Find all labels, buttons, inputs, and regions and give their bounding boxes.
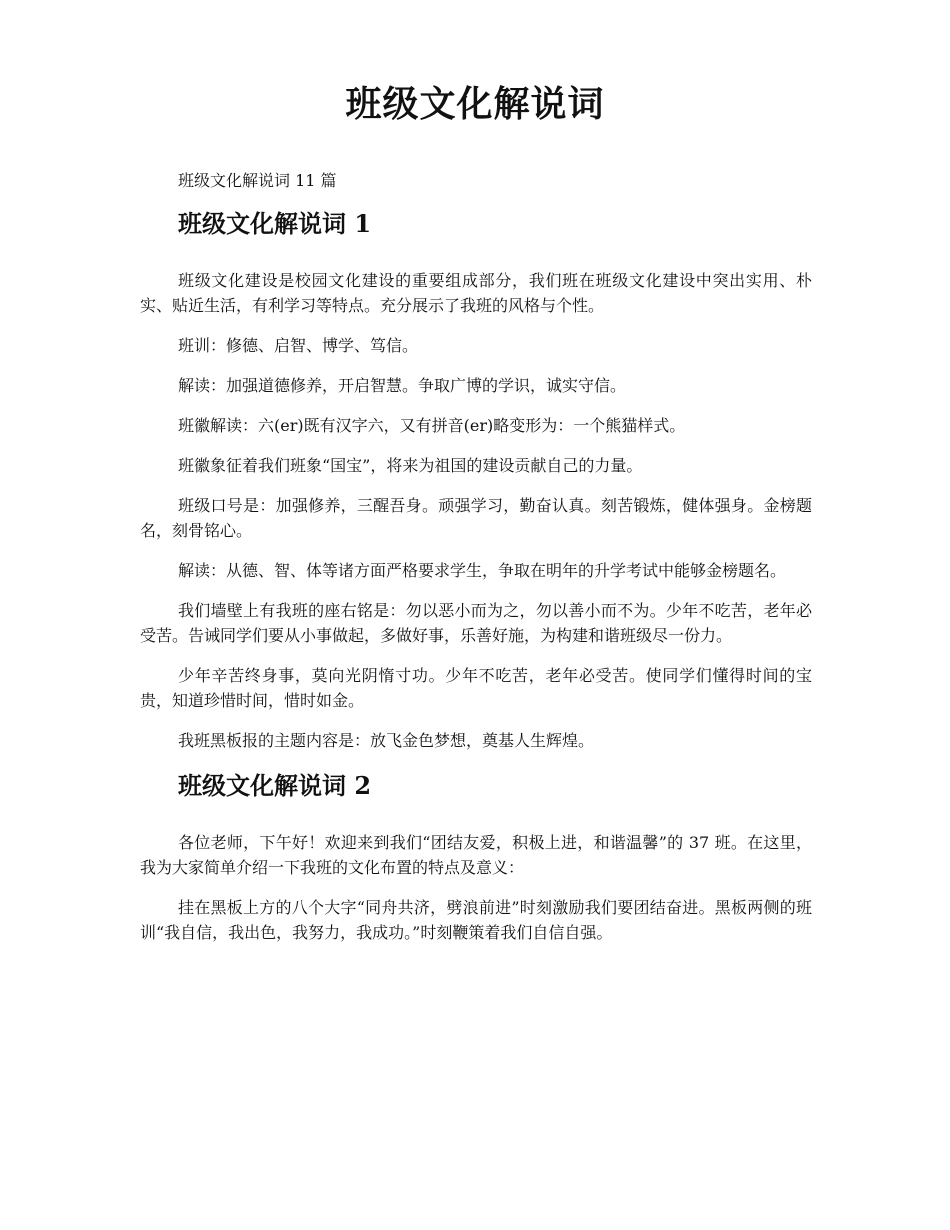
paragraph: 班级文化建设是校园文化建设的重要组成部分，我们班在班级文化建设中突出实用、朴实、贴近生活，有利学习等特点。充分展示了我班的风格与个性。 xyxy=(140,271,812,315)
document-body xyxy=(140,168,812,960)
paragraph: 各位老师，下午好！欢迎来到我们“团结友爱，积极上进，和谐温馨”的 37 班。在这里，我为大家简单介绍一下我班的文化布置的特点及意义： xyxy=(140,833,812,877)
paragraph: 解读：从德、智、体等诸方面严格要求学生，争取在明年的升学考试中能够金榜题名。 xyxy=(178,561,787,580)
document-title: 班级文化解说词 xyxy=(345,83,605,125)
paragraph: 我们墙壁上有我班的座右铭是：勿以恶小而为之，勿以善小而不为。少年不吃苦，老年必受苦。告诫同学们要从小事做起，多做好事，乐善好施，为构建和谐班级尽一份力。 xyxy=(140,601,812,645)
paragraph: 班徽象征着我们班象“国宝”，将来为祖国的建设贡献自己的力量。 xyxy=(178,456,643,475)
section-heading: 班级文化解说词 2 xyxy=(178,771,372,800)
document-subtitle: 班级文化解说词 11 篇 xyxy=(178,171,337,190)
section-1 xyxy=(140,206,812,753)
paragraph: 我班黑板报的主题内容是：放飞金色梦想，奠基人生辉煌。 xyxy=(178,731,595,750)
section-heading: 班级文化解说词 1 xyxy=(178,209,372,238)
section-2 xyxy=(140,768,812,945)
paragraph: 班徽解读：六(er)既有汉字六，又有拼音(er)略变形为：一个熊猫样式。 xyxy=(178,416,686,435)
paragraph: 班级口号是：加强修养，三醒吾身。顽强学习，勤奋认真。刻苦锻炼，健体强身。金榜题名，刻骨铭心。 xyxy=(140,496,812,540)
paragraph: 班训：修德、启智、博学、笃信。 xyxy=(178,336,419,355)
paragraph: 解读：加强道德修养，开启智慧。争取广博的学识，诚实守信。 xyxy=(178,376,627,395)
paragraph: 挂在黑板上方的八个大字“同舟共济，劈浪前进”时刻激励我们要团结奋进。黑板两侧的班训“我自信，我出色，我努力，我成功。”时刻鞭策着我们自信自强。 xyxy=(140,898,812,942)
paragraph: 少年辛苦终身事，莫向光阴惰寸功。少年不吃苦，老年必受苦。使同学们懂得时间的宝贵，知道珍惜时间，惜时如金。 xyxy=(140,666,812,710)
